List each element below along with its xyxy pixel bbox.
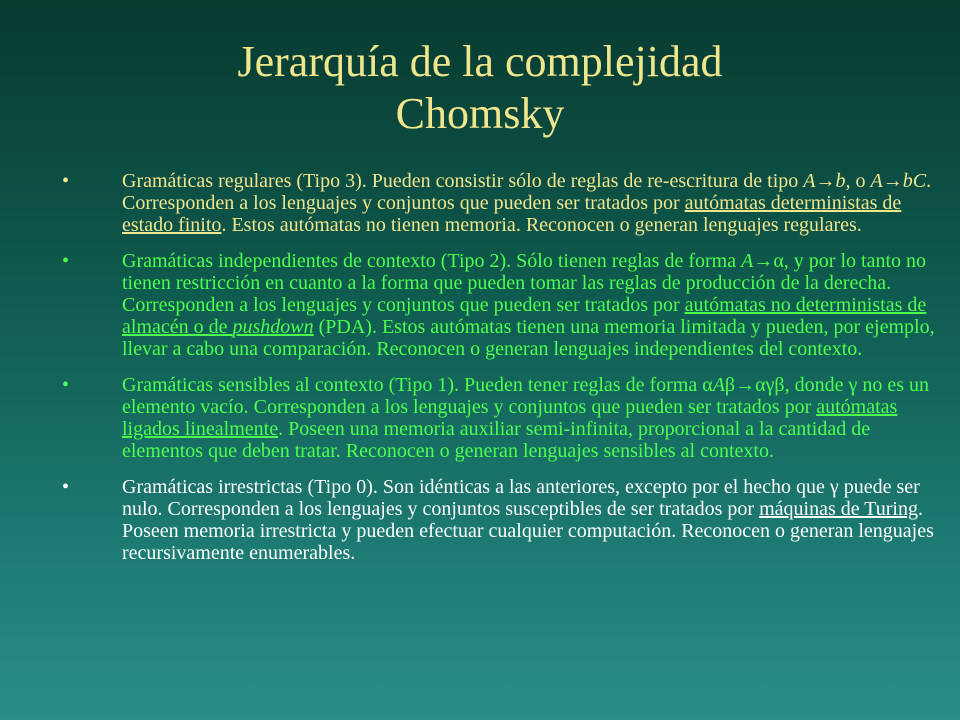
- text-run: . Poseen una memoria auxiliar semi-infinita, proporcional a la cantidad de elementos que deben tratar. Reconocen o generan lenguajes sensibles al contexto.: [122, 418, 871, 462]
- text-run: Gramáticas irrestrictas (Tipo 0). Son idénticas a las anteriores, excepto por el hecho que: [122, 476, 830, 498]
- slide-title: [0, 36, 960, 140]
- text-run: . Estos autómatas no tienen memoria. Reconocen o generan lenguajes regulares.: [221, 214, 862, 236]
- math-symbol: →: [815, 170, 836, 192]
- text-run: Gramáticas regulares (Tipo 3). Pueden consistir sólo de reglas de re-escritura de tipo: [122, 170, 804, 192]
- title-line-1: Jerarquía de la complejidad: [237, 37, 723, 86]
- bullet-icon: •: [62, 476, 70, 498]
- title-line-2: Chomsky: [395, 89, 565, 138]
- text-run: bC: [902, 170, 927, 192]
- text-run: b: [835, 170, 846, 192]
- bullet-icon: •: [62, 250, 70, 272]
- bullet-text: [122, 476, 940, 564]
- text-run: no es un elemento vacío. Corresponden a los lenguajes y conjuntos que pueden ser tratados por: [122, 374, 929, 418]
- text-run: A: [741, 250, 754, 272]
- text-run: , donde: [784, 374, 849, 396]
- link-text[interactable]: máquinas de Turing: [759, 498, 918, 520]
- text-run: , y por lo tanto no tienen restricción en cuanto a la forma que pueden tomar las reglas de producción de la derecha. Corresponden a los lenguajes y conjuntos que pueden ser tratados por: [122, 250, 927, 316]
- link-text[interactable]: autómatas no deterministas de almacén o de: [122, 294, 927, 338]
- text-run: Gramáticas independientes de contexto (Tipo 2). Sólo tienen reglas de forma: [122, 250, 742, 272]
- text-run: . Poseen memoria irrestricta y pueden efectuar cualquier computación. Reconocen o generan lenguajes recursivamente enumerables.: [122, 498, 934, 564]
- bullet-list: [60, 170, 940, 578]
- math-symbol: γ: [829, 476, 839, 498]
- link-text[interactable]: autómatas deterministas de estado finito: [122, 192, 902, 236]
- math-symbol: γ: [848, 374, 858, 396]
- text-run: (PDA). Estos autómatas tienen una memoria limitada y pueden, por ejemplo, llevar a cabo una comparación. Reconocen o generan lenguajes independientes del contexto.: [122, 316, 935, 360]
- bullet-text: [122, 170, 940, 236]
- bullet-icon: •: [62, 170, 70, 192]
- math-symbol: →α: [753, 250, 784, 272]
- bullet-icon: •: [62, 374, 70, 396]
- link-text[interactable]: autómatas ligados linealmente: [122, 396, 898, 440]
- text-run: Gramáticas sensibles al contexto (Tipo 1). Pueden tener reglas de forma: [122, 374, 703, 396]
- math-symbol: α: [702, 374, 713, 396]
- bullet-text: [122, 374, 940, 462]
- bullet-item: [60, 374, 940, 462]
- bullet-item: [60, 250, 940, 360]
- text-run: puede ser nulo. Corresponden a los lenguajes y conjuntos susceptibles de ser tratados por: [122, 476, 920, 520]
- link-text[interactable]: pushdown: [232, 316, 314, 338]
- bullet-text: [122, 250, 940, 360]
- text-run: A: [712, 374, 725, 396]
- bullet-item: [60, 476, 940, 564]
- text-run: A: [870, 170, 883, 192]
- math-symbol: →: [882, 170, 903, 192]
- math-symbol: β→αγβ: [724, 374, 785, 396]
- text-run: A: [803, 170, 816, 192]
- text-run: , o: [845, 170, 871, 192]
- bullet-item: [60, 170, 940, 236]
- text-run: . Corresponden a los lenguajes y conjuntos que pueden ser tratados por: [122, 170, 932, 214]
